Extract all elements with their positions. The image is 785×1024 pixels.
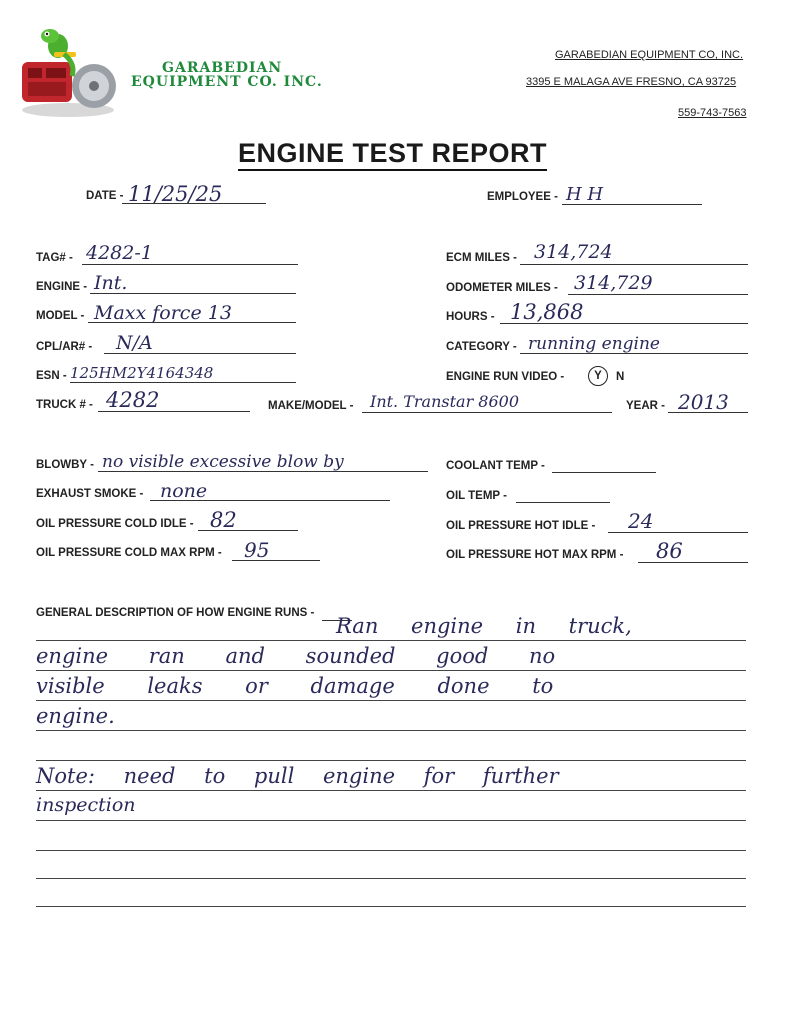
description-rule — [36, 820, 746, 821]
category-label: CATEGORY - — [446, 341, 517, 353]
make-model-label: MAKE/MODEL - — [268, 400, 354, 412]
engine-value: Int. — [94, 272, 128, 294]
description-line-6: Note: need to pull engine for further — [36, 764, 559, 788]
employee-label: EMPLOYEE - — [487, 191, 558, 203]
odometer-line — [568, 294, 748, 295]
description-label: GENERAL DESCRIPTION OF HOW ENGINE RUNS - — [36, 607, 315, 619]
model-value: Maxx force 13 — [94, 302, 232, 324]
description-rule — [36, 878, 746, 879]
page-title-text: ENGINE TEST REPORT — [238, 138, 547, 171]
video-yes-option[interactable] — [588, 366, 608, 386]
logo-line-1: GARABEDIAN — [162, 60, 283, 76]
oil-hot-idle-value: 24 — [628, 509, 654, 533]
description-rule — [36, 850, 746, 851]
oil-cold-idle-value: 82 — [210, 508, 237, 532]
description-rule — [36, 760, 746, 761]
oil-cold-idle-label: OIL PRESSURE COLD IDLE - — [36, 518, 194, 530]
page-title — [0, 138, 785, 169]
employee-value: H H — [566, 184, 604, 205]
ecm-miles-value: 314,724 — [534, 241, 613, 263]
ecm-miles-label: ECM MILES - — [446, 252, 517, 264]
hours-value: 13,868 — [510, 300, 584, 324]
description-line-2: engine ran and sounded good no — [36, 644, 556, 668]
coolant-temp-label: COOLANT TEMP - — [446, 460, 545, 472]
esn-value: 125HM2Y4164348 — [70, 364, 214, 382]
video-no-option[interactable]: N — [616, 371, 625, 383]
year-value: 2013 — [678, 390, 729, 414]
oil-hot-max-value: 86 — [656, 539, 683, 563]
cpl-label: CPL/AR# - — [36, 341, 93, 353]
odometer-value: 314,729 — [574, 272, 653, 294]
odometer-label: ODOMETER MILES - — [446, 282, 558, 294]
oil-cold-max-value: 95 — [244, 538, 270, 562]
truck-label: TRUCK # - — [36, 399, 93, 411]
company-phone: 559-743-7563 — [678, 107, 747, 119]
description-rule — [36, 640, 746, 641]
exhaust-smoke-value: none — [160, 480, 208, 502]
date-label: DATE - — [86, 190, 124, 202]
model-label: MODEL - — [36, 310, 85, 322]
category-value: running engine — [528, 334, 660, 354]
date-value: 11/25/25 — [128, 182, 223, 206]
company-logo — [14, 24, 120, 120]
blowby-label: BLOWBY - — [36, 459, 94, 471]
description-rule — [36, 730, 746, 731]
oil-hot-max-label: OIL PRESSURE HOT MAX RPM - — [446, 549, 624, 561]
description-rule — [36, 700, 746, 701]
tag-line — [82, 264, 298, 265]
oil-cold-max-label: OIL PRESSURE COLD MAX RPM - — [36, 547, 222, 559]
exhaust-smoke-label: EXHAUST SMOKE - — [36, 488, 144, 500]
oil-temp-label: OIL TEMP - — [446, 490, 507, 502]
description-rule — [36, 906, 746, 907]
hours-label: HOURS - — [446, 311, 495, 323]
oil-hot-idle-label: OIL PRESSURE HOT IDLE - — [446, 520, 596, 532]
logo-line-2: EQUIPMENT CO. INC. — [131, 74, 323, 90]
video-yes-text: Y — [594, 370, 602, 382]
make-model-value: Int. Transtar 8600 — [370, 392, 520, 411]
truck-value: 4282 — [106, 388, 160, 412]
tag-label: TAG# - — [36, 252, 73, 264]
engine-label: ENGINE - — [36, 281, 88, 293]
oil-temp-line — [516, 502, 610, 503]
cpl-value: N/A — [116, 332, 153, 354]
year-label: YEAR - — [626, 400, 665, 412]
make-model-line — [362, 412, 612, 413]
coolant-temp-line — [552, 472, 656, 473]
tag-value: 4282-1 — [86, 242, 153, 264]
description-rule — [36, 790, 746, 791]
description-line-1: Ran engine in truck, — [336, 614, 632, 638]
description-line-7: inspection — [36, 794, 136, 816]
company-name: GARABEDIAN EQUIPMENT CO, INC. — [555, 49, 744, 61]
description-line-4: engine. — [36, 704, 115, 728]
ecm-miles-line — [520, 264, 748, 265]
esn-line — [70, 382, 296, 383]
description-line-3: visible leaks or damage done to — [36, 674, 554, 698]
blowby-value: no visible excessive blow by — [102, 452, 344, 472]
description-rule — [36, 670, 746, 671]
oil-hot-max-line — [638, 562, 748, 563]
esn-label: ESN - — [36, 370, 67, 382]
company-address: 3395 E MALAGA AVE FRESNO, CA 93725 — [526, 76, 737, 88]
engine-run-video-label: ENGINE RUN VIDEO - — [446, 371, 565, 383]
